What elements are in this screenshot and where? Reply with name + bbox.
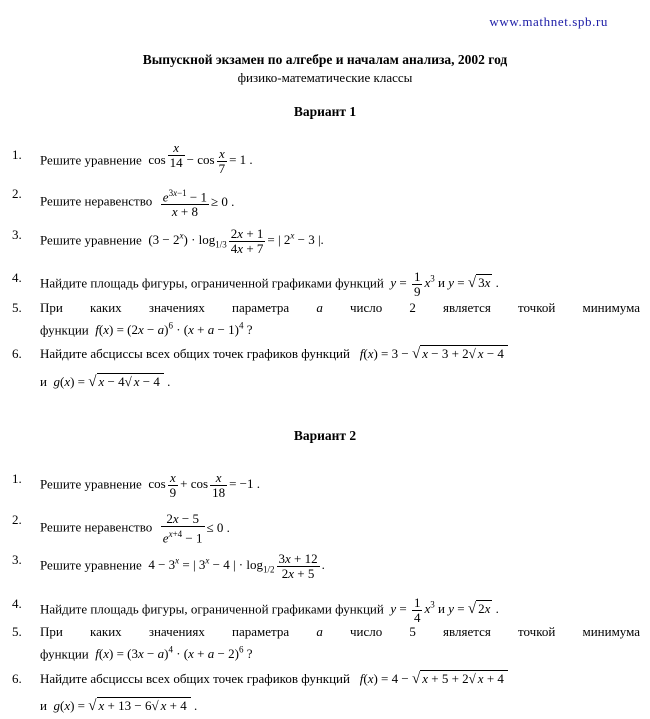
problem-number: 4. [12,270,22,285]
formula: $f(x) = (3x - a)^4 \cdot (x + a - 2)^6$ ? [95,645,253,662]
problem-text: функции $f(x) = (2x - a)^6 \cdot (x + a - 1)^4$ ? [40,321,253,338]
problem-text: Найдите площадь фигуры, ограниченной графиками функций y = $\frac{1}{9}$ $x^3$ и y = √ 3x . [40,269,499,299]
formula: y = $\frac{1}{9}$ $x^3$ и y = √ 3x . [390,269,499,299]
problem-text: Решите неравенство $\frac{e^{3x-1} - 1}{x + 8}$ ≥ 0 . [40,188,235,220]
problem-text: Решите уравнение $4 - 3^x$ = | $3^x - 4$ | · $\log_{1/2}$ $\frac{3x + 12}{2x + 5}$ . [40,551,325,581]
formula: g(x) = √ x − 4√ x − 4 . [53,374,171,390]
site-url[interactable]: www.mathnet.spb.ru [489,14,608,29]
formula: y = $\frac{1}{4}$ $x^3$ и y = √ 2x . [390,595,499,625]
problem-text: Решите уравнение $(3 - 2^x) \cdot \log_{1/3}$ $\frac{2x + 1}{4x + 7}$ = | $2^x - 3$ |. [40,226,324,256]
problem-text: Найдите площадь фигуры, ограниченной графиками функций y = $\frac{1}{4}$ $x^3$ и y = √ 2x . [40,595,499,625]
problem-number: 3. [12,227,22,242]
problem-number: 6. [12,671,22,686]
formula: $(3 - 2^x) \cdot \log_{1/3}$ $\frac{2x + 1}{4x + 7}$ = | $2^x - 3$ |. [148,226,324,256]
problem-number: 1. [12,147,22,162]
problem-number: 3. [12,552,22,567]
problem-number: 5. [12,624,22,639]
problem-number: 4. [12,596,22,611]
formula: $\frac{e^{3x-1} - 1}{x + 8}$ ≥ 0 . [162,188,235,220]
problem-text: функции $f(x) = (3x - a)^4 \cdot (x + a - 2)^6$ ? [40,645,253,662]
formula: cos $\frac{x}{14}$ − cos $\frac{x}{7}$ = 1 . [148,140,253,176]
variant-1-heading: Вариант 1 [293,104,357,119]
problem-number: 6. [12,346,22,361]
problem-text: Решите неравенство $\frac{2x - 5}{e^{x+4} - 1}$ ≤ 0 . [40,511,230,546]
problem-number: 2. [12,186,22,201]
problem-text: Найдите абсциссы всех общих точек графиков функций f(x) = 3 − √ x − 3 + 2√ x − 4 [40,346,640,362]
problem-text: Решите уравнение cos $\frac{x}{14}$ − cos $\frac{x}{7}$ = 1 . [40,140,253,176]
exam-title: Выпускной экзамен по алгебре и началам анализа, 2002 год [142,52,508,67]
problem-text: и g(x) = √ x − 4√ x − 4 . [40,374,171,390]
problem-text: и g(x) = √ x + 13 − 6√ x + 4 . [40,698,198,714]
problem-number: 1. [12,471,22,486]
formula: $\frac{2x - 5}{e^{x+4} - 1}$ ≤ 0 . [162,511,230,546]
problem-text: При каких значениях параметра a число 2 является точкой минимума [40,300,641,315]
problem-text: При каких значениях параметра a число 5 является точкой минимума [40,624,641,639]
problem-number: 2. [12,512,22,527]
formula: f(x) = 3 − √ x − 3 + 2√ x − 4 [360,346,508,361]
formula: cos $\frac{x}{9}$ + cos $\frac{x}{18}$ = −1 . [148,470,261,500]
exam-subtitle: физико-математические классы [237,70,413,85]
formula: $f(x) = (2x - a)^6 \cdot (x + a - 1)^4$ ? [95,321,253,338]
formula: g(x) = √ x + 13 − 6√ x + 4 . [53,698,198,714]
problem-number: 5. [12,300,22,315]
formula: f(x) = 4 − √ x + 5 + 2√ x + 4 [360,671,508,686]
problem-text: Найдите абсциссы всех общих точек графиков функций f(x) = 4 − √ x + 5 + 2√ x + 4 [40,671,640,687]
formula: $4 - 3^x$ = | $3^x - 4$ | · $\log_{1/2}$ $\frac{3x + 12}{2x + 5}$ . [148,551,325,581]
variant-2-heading: Вариант 2 [293,428,357,443]
problem-text: Решите уравнение cos $\frac{x}{9}$ + cos $\frac{x}{18}$ = −1 . [40,470,261,500]
